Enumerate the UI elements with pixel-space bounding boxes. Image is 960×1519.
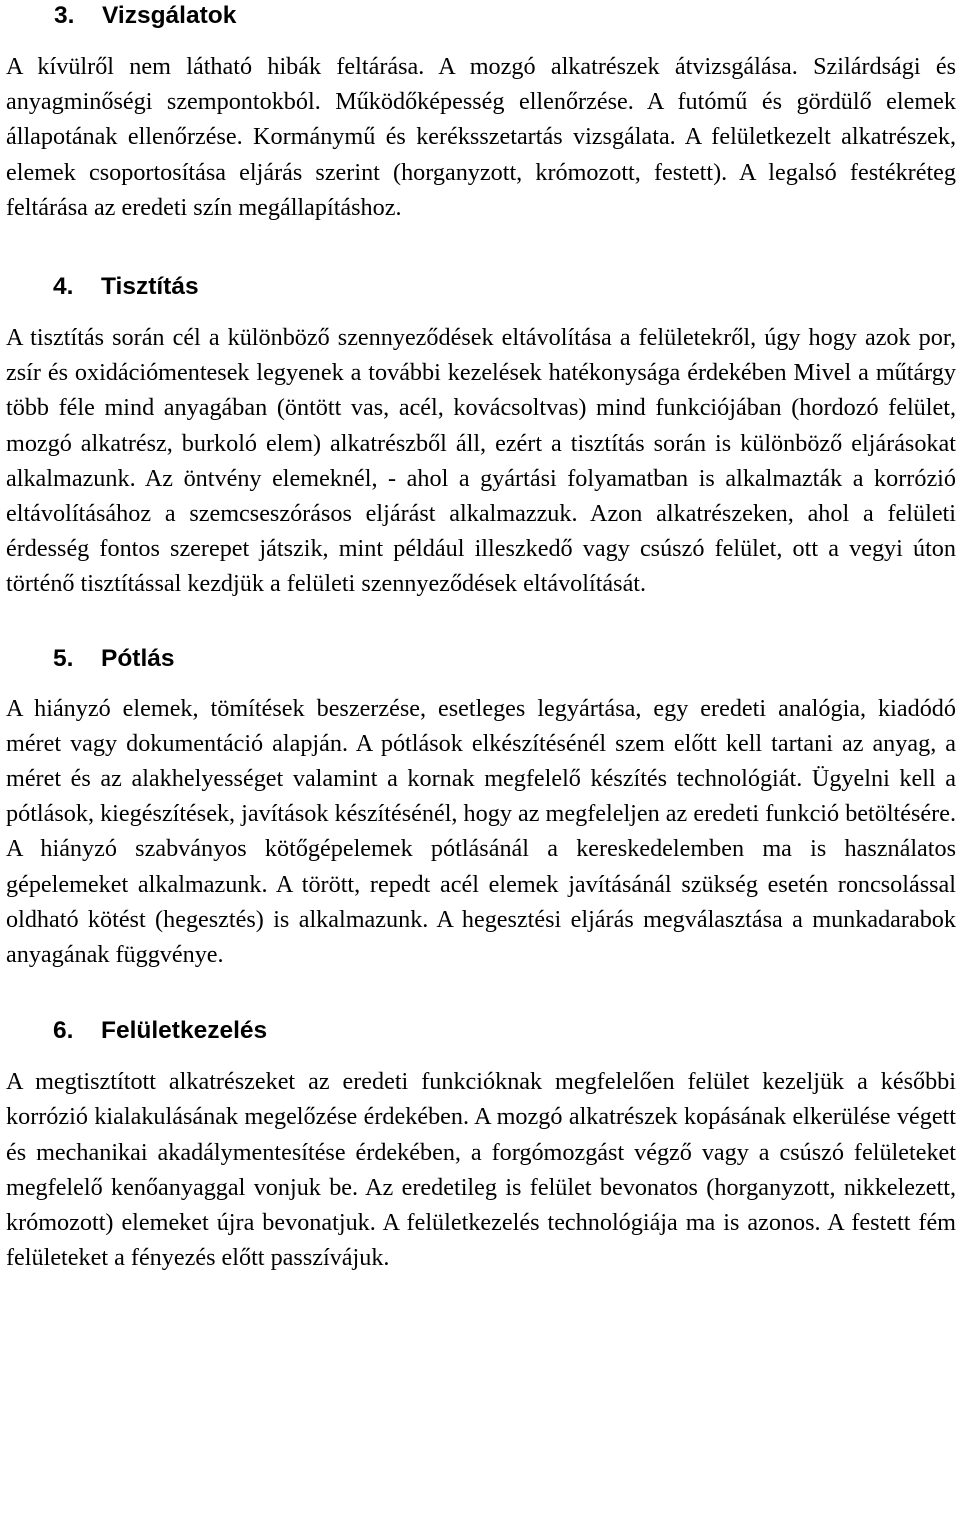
section-paragraph: A kívülről nem látható hibák feltárása. A mozgó alkatrészek átvizsgálása. Szilárdsági és anyagminőségi szempontokból. Működőképesség ellenőrzése. A futómű és gördülő elemek állapotának ellenőrzése. Kormánymű és keréksszetartás vizsgálata. A felületkezelt alkatrészek, elemek csoportosítása eljárás szerint (horganyzott, krómozott, festett). A legalsó festékréteg feltárása az eredeti szín megállapításhoz. [6, 53, 956, 221]
section-number: 6. [53, 1017, 74, 1045]
section-heading [6, 644, 956, 674]
section-number: 3. [54, 2, 75, 29]
document-page [6, 0, 956, 1275]
section-tisztitas [6, 272, 956, 602]
section-number: 5. [53, 644, 74, 672]
section-paragraph: A hiányzó elemek, tömítések beszerzése, esetleges legyártása, egy eredeti analógia, kiadódó méret vagy dokumentáció alapján. A pótlások elkészítésénél szem előtt kell tartani az anyag, a méret és az alakhelyességet valamint a kornak megfelelő készítés technológiát. Ügyelni kell a pótlások, kiegészítések, javítások készítésénél, hogy az megfeleljen az eredeti funkció betöltésére. A hiányzó szabványos kötőgépelemek pótlásánál a kereskedelemben ma is használatos gépelemeket alkalmazunk. A törött, repedt acél elemek javításánál szükség esetén roncsolással oldható kötést (hegesztés) is alkalmazunk. A hegesztési eljárás megválasztása a munkadarabok anyagának függvénye. [6, 694, 956, 969]
section-potlas [6, 644, 956, 973]
section-title: Felületkezelés [101, 1017, 268, 1045]
section-heading [6, 1016, 956, 1046]
section-heading [6, 0, 956, 31]
section-vizsgalatok [6, 0, 956, 225]
section-heading [6, 272, 956, 302]
section-feluletkezeles [6, 1016, 956, 1275]
section-paragraph: A megtisztított alkatrészeket az eredeti funkcióknak megfelelően felület kezeljük a későbbi korrózió kialakulásának megelőzése érdekében. A mozgó alkatrészek kopásának elkerülése végett és mechanikai akadálymentesítése érdekében, a forgómozgást végző vagy a csúszó felületeket megfelelő kenőanyaggal vonjuk be. Az eredetileg is felület bevonatos (horganyzott, nikkelezett, krómozott) elemeket újra bevonatjuk. A felületkezelés technológiája ma is azonos. A festett fém felületeket a fényezés előtt passzívájuk. [6, 1068, 956, 1272]
section-paragraph: A tisztítás során cél a különböző szennyeződések eltávolítása a felületekről, úgy hogy azok por, zsír és oxidációmentesek legyenek a további kezelések hatékonysága érdekében Mivel a műtárgy több féle mind anyagában (öntött vas, acél, kovácsoltvas) mind funkciójában (hordozó felület, mozgó alkatrész, burkoló elem) alkatrészből áll, ezért a tisztítás során is különböző eljárásokat alkalmazunk. Az öntvény elemeknél, - ahol a gyártási folyamatban is alkalmazták a korrózió eltávolításához a szemcseszórásos eljárást alkalmazzuk. Azon alkatrészeken, ahol a felületi érdesség fontos szerepet játszik, mint például illeszkedő vagy csúszó felület, ott a vegyi úton történő tisztítással kezdjük a felületi szennyeződések eltávolítását. [6, 324, 956, 598]
section-title: Pótlás [101, 644, 175, 672]
section-number: 4. [53, 273, 74, 301]
section-title: Vizsgálatok [102, 2, 237, 29]
section-title: Tisztítás [101, 273, 199, 301]
